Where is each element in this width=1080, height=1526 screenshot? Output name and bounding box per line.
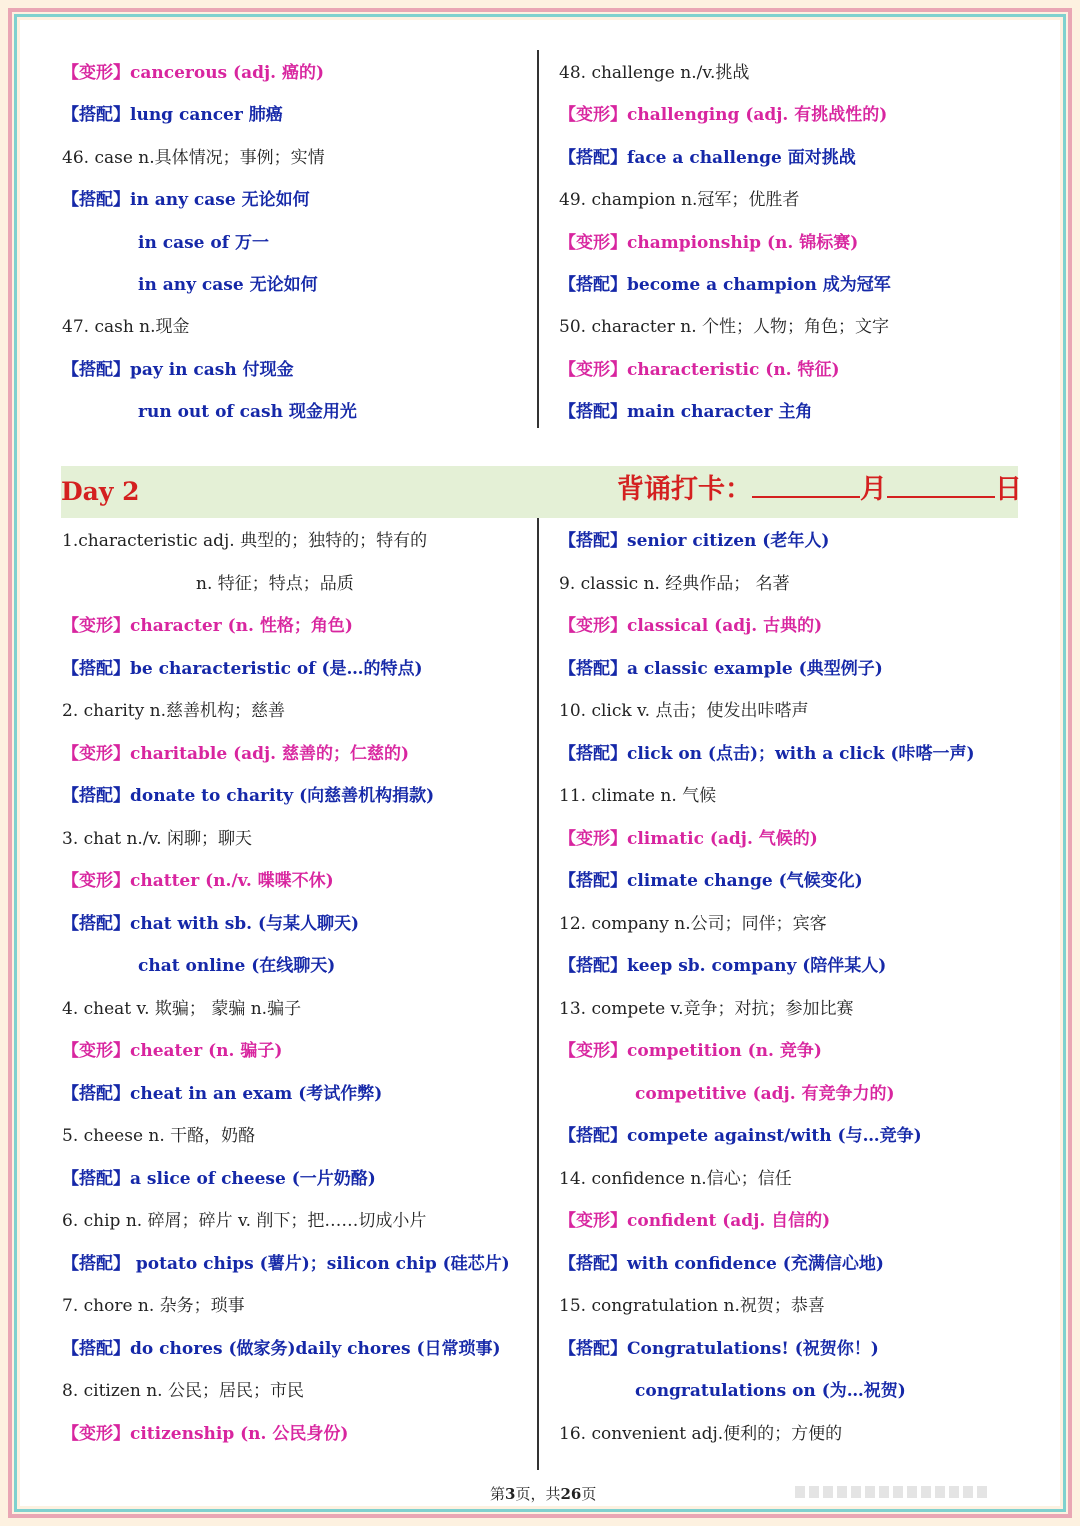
word-entry: 4. cheat v. 欺骗； 蒙骗 n.骗子 <box>62 998 302 1019</box>
faint-watermark <box>795 1486 990 1498</box>
variant-entry: 【变形】classical (adj. 古典的) <box>559 616 823 636</box>
variant-entry: 【变形】cheater (n. 骗子) <box>62 1041 283 1061</box>
footer-mid: 页，共 <box>515 1485 561 1503</box>
word-entry: 46. case n.具体情况；事例；实情 <box>62 147 325 168</box>
word-entry: 15. congratulation n.祝贺；恭喜 <box>559 1296 825 1316</box>
collocation-entry: in case of 万一 <box>138 232 269 253</box>
word-entry: 2. charity n.慈善机构；慈善 <box>62 701 285 721</box>
word-entry: 8. citizen n. 公民；居民；市民 <box>62 1381 304 1401</box>
footer-page-number: 3 <box>505 1485 516 1503</box>
variant-entry: 【变形】citizenship (n. 公民身份) <box>62 1423 349 1444</box>
collocation-entry: 【搭配】lung cancer 肺癌 <box>62 105 283 126</box>
word-entry: 13. compete v.竞争；对抗；参加比赛 <box>559 998 854 1019</box>
word-entry: 7. chore n. 杂务；琐事 <box>62 1296 245 1316</box>
word-entry: 3. chat n./v. 闲聊；聊天 <box>62 828 252 849</box>
word-entry: 48. challenge n./v.挑战 <box>559 63 750 83</box>
collocation-entry: 【搭配】chat with sb. (与某人聊天) <box>62 913 360 934</box>
variant-entry: 【变形】competition (n. 竞争) <box>559 1041 822 1061</box>
collocation-entry: 【搭配】click on (点击)；with a click (咔嗒一声) <box>559 743 975 764</box>
day-label: 日 <box>995 474 1022 505</box>
footer-suffix: 页 <box>581 1485 597 1503</box>
word-entry: 49. champion n.冠军；优胜者 <box>559 190 800 211</box>
word-entry: 16. convenient adj.便利的；方便的 <box>559 1423 843 1444</box>
month-blank[interactable] <box>752 472 860 498</box>
variant-entry: 【变形】cancerous (adj. 癌的) <box>62 63 325 83</box>
collocation-entry: 【搭配】become a champion 成为冠军 <box>559 275 891 295</box>
word-entry: n. 特征；特点；品质 <box>196 573 354 594</box>
word-entry: 12. company n.公司；同伴；宾客 <box>559 913 827 934</box>
collocation-entry: 【搭配】a classic example (典型例子) <box>559 658 883 679</box>
variant-entry: 【变形】challenging (adj. 有挑战性的) <box>559 105 888 126</box>
collocation-entry: in any case 无论如何 <box>138 275 318 295</box>
collocation-entry: congratulations on (为…祝贺) <box>635 1381 906 1401</box>
collocation-entry: 【搭配】cheat in an exam (考试作弊) <box>62 1083 383 1104</box>
variant-entry: 【变形】character (n. 性格；角色) <box>62 616 353 636</box>
collocation-entry: 【搭配】Congratulations! (祝贺你！) <box>559 1338 879 1359</box>
top-column-divider <box>537 50 539 428</box>
document-page <box>20 20 1060 1506</box>
variant-entry: 【变形】chatter (n./v. 喋喋不休) <box>62 871 334 891</box>
day-header-band <box>61 466 1022 518</box>
collocation-entry: 【搭配】main character 主角 <box>559 402 813 423</box>
variant-entry: 【变形】championship (n. 锦标赛) <box>559 232 859 253</box>
day-blank[interactable] <box>887 472 995 498</box>
variant-entry: competitive (adj. 有竞争力的) <box>635 1083 895 1104</box>
variant-entry: 【变形】characteristic (n. 特征) <box>559 359 840 380</box>
collocation-entry: 【搭配】face a challenge 面对挑战 <box>559 147 856 168</box>
collocation-entry: 【搭配】in any case 无论如何 <box>62 190 310 211</box>
collocation-entry: run out of cash 现金用光 <box>138 402 357 423</box>
collocation-entry: 【搭配】donate to charity (向慈善机构捐款) <box>62 786 435 806</box>
collocation-entry: 【搭配】pay in cash 付现金 <box>62 359 294 380</box>
day-title: Day 2 <box>61 477 140 506</box>
word-entry: 14. confidence n.信心；信任 <box>559 1168 792 1189</box>
footer-total-pages: 26 <box>560 1485 582 1503</box>
variant-entry: 【变形】climatic (adj. 气候的) <box>559 828 818 849</box>
word-entry: 50. character n. 个性；人物；角色；文字 <box>559 317 890 338</box>
page-footer <box>490 1484 596 1504</box>
checkin-label: 背诵打卡： <box>617 474 752 505</box>
collocation-entry: 【搭配】with confidence (充满信心地) <box>559 1253 884 1274</box>
variant-entry: 【变形】charitable (adj. 慈善的；仁慈的) <box>62 743 410 764</box>
word-entry: 9. classic n. 经典作品； 名著 <box>559 573 790 594</box>
collocation-entry: 【搭配】 potato chips (薯片)；silicon chip (硅芯片) <box>62 1253 510 1274</box>
month-label: 月 <box>860 474 887 505</box>
collocation-entry: chat online (在线聊天) <box>138 956 336 976</box>
collocation-entry: 【搭配】do chores (做家务)daily chores (日常琐事) <box>62 1338 501 1359</box>
collocation-entry: 【搭配】keep sb. company (陪伴某人) <box>559 956 887 976</box>
collocation-entry: 【搭配】climate change (气候变化) <box>559 871 863 891</box>
bottom-column-divider <box>537 518 539 1470</box>
collocation-entry: 【搭配】compete against/with (与…竞争) <box>559 1126 922 1146</box>
word-entry: 11. climate n. 气候 <box>559 786 717 806</box>
variant-entry: 【变形】confident (adj. 自信的) <box>559 1211 831 1231</box>
footer-prefix: 第 <box>490 1485 506 1503</box>
word-entry: 47. cash n.现金 <box>62 317 190 338</box>
word-entry: 5. cheese n. 干酪，奶酪 <box>62 1126 256 1146</box>
collocation-entry: 【搭配】senior citizen (老年人) <box>559 531 830 551</box>
word-entry: 6. chip n. 碎屑；碎片 v. 削下；把……切成小片 <box>62 1211 427 1231</box>
word-entry: 10. click v. 点击；使发出咔嗒声 <box>559 701 809 721</box>
collocation-entry: 【搭配】be characteristic of (是…的特点) <box>62 658 423 679</box>
collocation-entry: 【搭配】a slice of cheese (一片奶酪) <box>62 1168 376 1189</box>
word-entry: 1.characteristic adj. 典型的；独特的；特有的 <box>62 531 428 551</box>
checkin-line <box>617 472 1022 508</box>
